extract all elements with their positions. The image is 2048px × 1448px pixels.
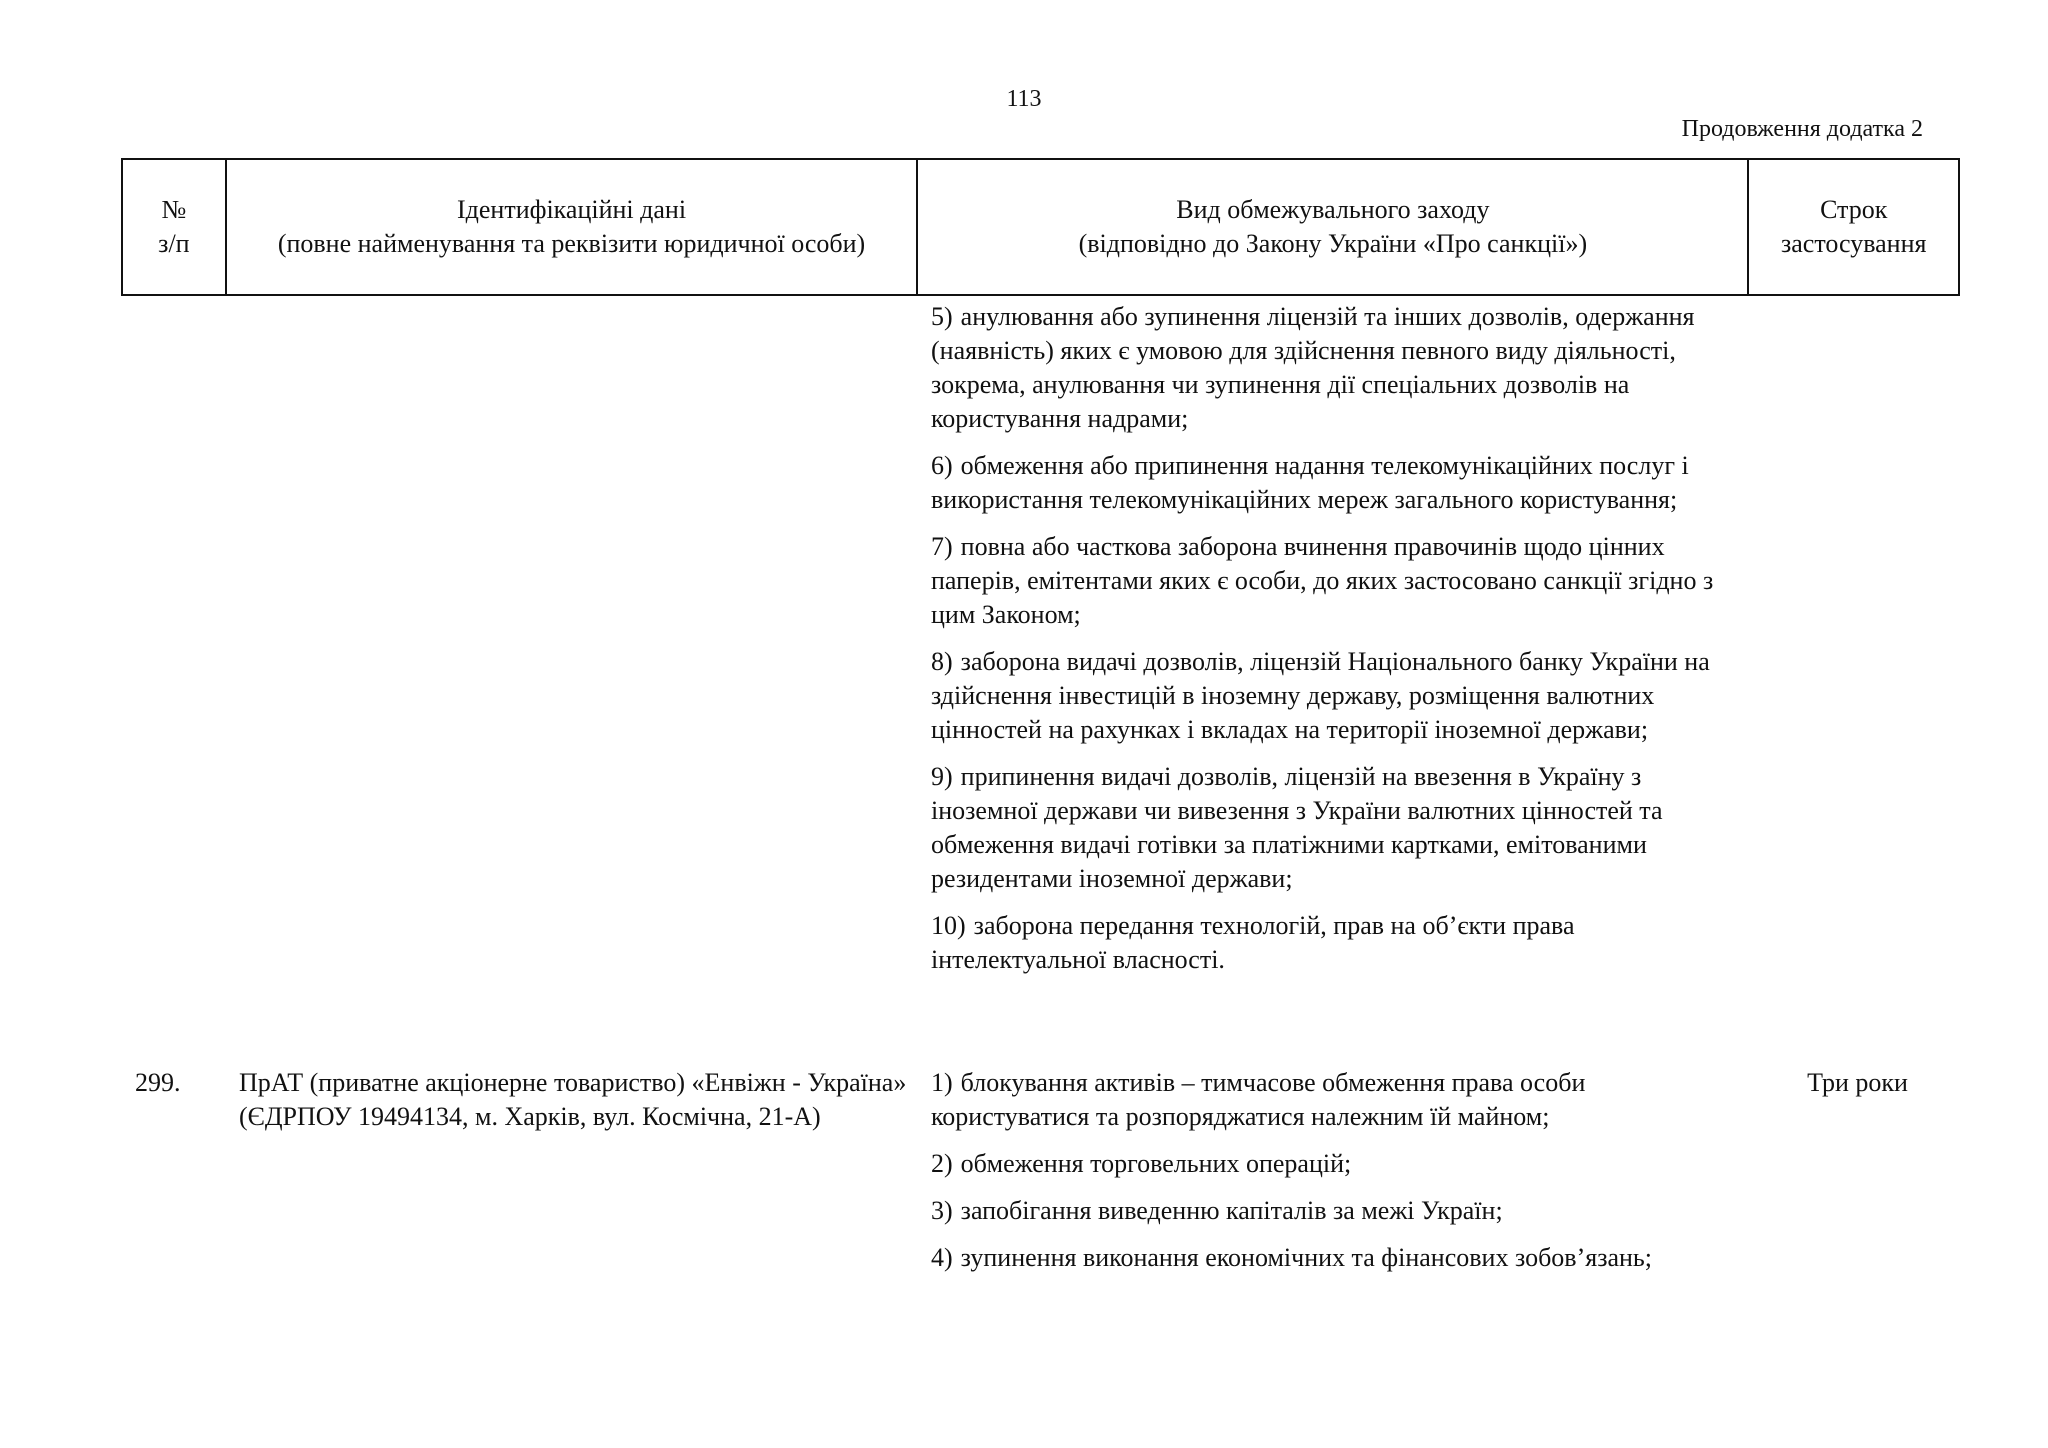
list-item — [931, 1066, 1746, 1134]
header-term-line1: Строк — [1820, 195, 1888, 224]
measure-text: зупинення виконання економічних та фінансових зобов’язань; — [960, 1243, 1652, 1272]
list-item — [931, 1147, 1746, 1181]
header-identification-column — [227, 160, 918, 294]
header-number-column — [123, 160, 227, 294]
list-item — [931, 909, 1746, 977]
entry-term: Три роки — [1807, 1068, 1908, 1097]
measure-text: заборона видачі дозволів, ліцензій Національного банку України на здійснення інвестицій в іноземну державу, розміщення валютних цінностей на рахунках і вкладах на території іноземної держави; — [931, 647, 1710, 744]
list-item — [931, 1194, 1746, 1228]
list-item — [931, 449, 1746, 517]
measure-text: обмеження торговельних операцій; — [960, 1149, 1352, 1178]
header-number-line2: з/п — [158, 229, 190, 258]
measure-number: 10) — [931, 911, 966, 940]
list-item — [931, 645, 1746, 747]
measure-number: 5) — [931, 302, 953, 331]
continuation-label: Продовження додатка 2 — [1681, 116, 1923, 142]
list-item — [931, 1241, 1746, 1275]
continued-measures-list — [931, 300, 1746, 990]
header-term-column — [1749, 160, 1958, 294]
entry-identification: ПрАТ (приватне акціонерне товариство) «Енвіжн - Україна» (ЄДРПОУ 19494134, м. Харків, вул. Космічна, 21-А) — [239, 1068, 907, 1131]
measure-number: 8) — [931, 647, 953, 676]
measure-number: 4) — [931, 1243, 953, 1272]
list-item — [931, 300, 1746, 436]
entry-number: 299. — [135, 1068, 181, 1097]
measure-number: 3) — [931, 1196, 953, 1225]
measure-number: 2) — [931, 1149, 953, 1178]
header-measure-type-line2: (відповідно до Закону України «Про санкції») — [1078, 229, 1588, 258]
header-measure-type-line1: Вид обмежувального заходу — [1176, 195, 1490, 224]
page-number: 113 — [1006, 86, 1042, 112]
measure-text: припинення видачі дозволів, ліцензій на ввезення в Україну з іноземної держави чи вивезення з України валютних цінностей та обмеження видачі готівки за платіжними картками, емітованими резидентами іноземної держави; — [931, 762, 1663, 893]
entry-measures-list — [931, 1066, 1746, 1288]
measure-number: 7) — [931, 532, 953, 561]
measure-text: запобігання виведенню капіталів за межі Україн; — [960, 1196, 1503, 1225]
measure-number: 6) — [931, 451, 953, 480]
header-measure-type-column — [918, 160, 1749, 294]
header-number-line1: № — [161, 195, 187, 224]
header-identification-line2: (повне найменування та реквізити юридичної особи) — [277, 229, 866, 258]
measure-text: заборона передання технологій, прав на об’єкти права інтелектуальної власності. — [931, 911, 1575, 974]
measure-text: повна або часткова заборона вчинення правочинів щодо цінних паперів, емітентами яких є особи, до яких застосовано санкції згідно з цим Законом; — [931, 532, 1714, 629]
measure-number: 1) — [931, 1068, 953, 1097]
header-identification-line1: Ідентифікаційні дані — [456, 195, 687, 224]
measure-text: анулювання або зупинення ліцензій та інших дозволів, одержання (наявність) яких є умовою для здійснення певного виду діяльності, зокрема, анулювання чи зупинення дії спеціальних дозволів на користування надрами; — [931, 302, 1695, 433]
measure-number: 9) — [931, 762, 953, 791]
measure-text: обмеження або припинення надання телекомунікаційних послуг і використання телекомунікаційних мереж загального користування; — [931, 451, 1689, 514]
list-item — [931, 760, 1746, 896]
list-item — [931, 530, 1746, 632]
measure-text: блокування активів – тимчасове обмеження права особи користуватися та розпоряджатися належним їй майном; — [931, 1068, 1586, 1131]
table-header — [121, 158, 1960, 296]
header-term-line2: застосування — [1780, 229, 1927, 258]
